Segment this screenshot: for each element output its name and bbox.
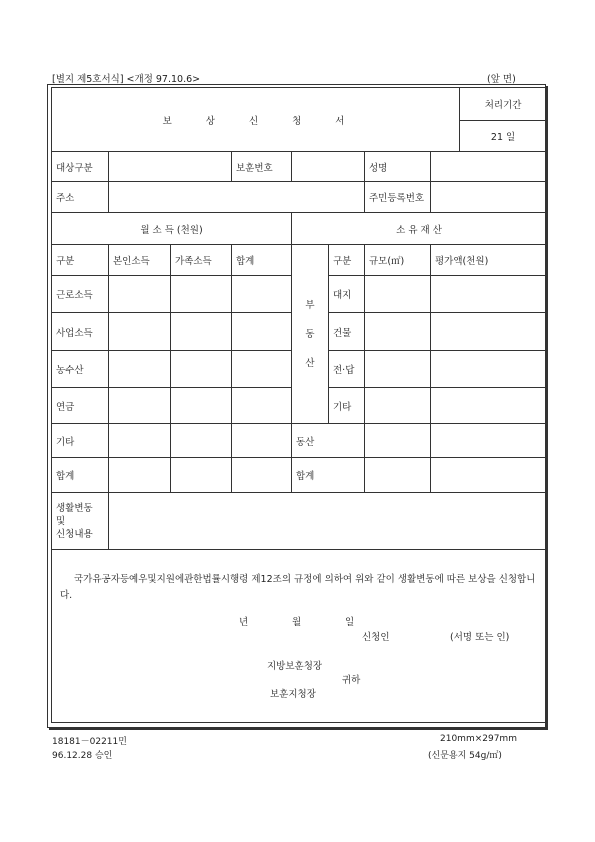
income-total-field[interactable] — [232, 388, 292, 424]
real-estate-row-label: 전·답 — [329, 351, 365, 388]
processing-period-value: 21 일 — [460, 121, 547, 152]
sign-label: (서명 또는 인) — [450, 632, 510, 643]
date-month: 월 — [292, 617, 302, 628]
processing-period-label: 처리기간 — [460, 88, 547, 121]
paper-type: (신문용지 54g/㎡) — [428, 751, 502, 761]
own-income-field[interactable] — [109, 424, 171, 458]
family-income-field[interactable] — [171, 424, 232, 458]
form-code: 18181－02211민 — [52, 737, 127, 747]
page-side-label: (앞 면) — [487, 74, 516, 85]
col-scale: 규모(㎡) — [365, 245, 431, 276]
own-income-field[interactable] — [109, 313, 171, 351]
life-change-content-field[interactable] — [109, 493, 547, 550]
real-estate-char: 동 — [305, 328, 315, 340]
target-type-label: 대상구분 — [52, 152, 109, 182]
family-income-field[interactable] — [171, 276, 232, 313]
income-row-label: 농수산 — [52, 351, 109, 388]
income-total-field[interactable] — [232, 313, 292, 351]
declaration-text: 국가유공자등예우및지원에관한법률시행령 제12조의 규정에 의하여 위와 같이 생활변동에 따른 보상을 신청합니다. — [60, 574, 536, 601]
movable-valuation-field[interactable] — [431, 424, 547, 458]
valuation-field[interactable] — [431, 388, 547, 424]
family-income-field[interactable] — [171, 351, 232, 388]
life-change-label-line: 및 — [56, 515, 66, 527]
scale-field[interactable] — [365, 276, 431, 313]
real-estate-label — [292, 245, 329, 424]
income-row-label: 근로소득 — [52, 276, 109, 313]
office-regional: 지방보훈청장 — [267, 661, 323, 672]
scale-field[interactable] — [365, 313, 431, 351]
declaration-section — [52, 550, 547, 723]
family-income-field[interactable] — [171, 388, 232, 424]
form-title: 보상신청서 — [52, 88, 460, 152]
resident-no-label: 주민등록번호 — [365, 182, 431, 213]
target-type-field[interactable] — [109, 152, 232, 182]
monthly-income-header: 월 소 득 (천원) — [52, 213, 292, 245]
valuation-field[interactable] — [431, 313, 547, 351]
col-total: 합계 — [232, 245, 292, 276]
property-total-scale-field[interactable] — [365, 458, 431, 493]
life-change-label-line: 생활변동 — [56, 502, 93, 514]
paper-size: 210mm×297mm — [440, 734, 517, 744]
family-income-field[interactable] — [171, 313, 232, 351]
income-total-field[interactable] — [232, 424, 292, 458]
real-estate-row-label: 기타 — [329, 388, 365, 424]
date-year: 년 — [239, 617, 249, 628]
protection-no-field[interactable] — [292, 152, 365, 182]
real-estate-char: 산 — [305, 357, 315, 369]
applicant-label: 신청인 — [362, 632, 390, 643]
property-total-label: 합계 — [292, 458, 365, 493]
income-total-field[interactable] — [232, 276, 292, 313]
income-row-label: 사업소득 — [52, 313, 109, 351]
resident-no-field[interactable] — [431, 182, 547, 213]
addressee-label: 귀하 — [342, 675, 361, 686]
col-category2: 구분 — [329, 245, 365, 276]
real-estate-row-label: 건물 — [329, 313, 365, 351]
scale-field[interactable] — [365, 351, 431, 388]
life-change-label — [52, 493, 109, 550]
valuation-field[interactable] — [431, 276, 547, 313]
family-income-field[interactable] — [171, 458, 232, 493]
income-row-label: 연금 — [52, 388, 109, 424]
col-valuation: 평가액(천원) — [431, 245, 547, 276]
own-income-field[interactable] — [109, 458, 171, 493]
address-field[interactable] — [109, 182, 365, 213]
col-family-income: 가족소득 — [171, 245, 232, 276]
own-income-field[interactable] — [109, 388, 171, 424]
address-label: 주소 — [52, 182, 109, 213]
movable-scale-field[interactable] — [365, 424, 431, 458]
name-field[interactable] — [431, 152, 547, 182]
own-income-field[interactable] — [109, 351, 171, 388]
approval-date: 96.12.28 승인 — [52, 751, 113, 761]
own-income-field[interactable] — [109, 276, 171, 313]
income-total-field[interactable] — [232, 458, 292, 493]
date-day: 일 — [345, 617, 355, 628]
property-total-valuation-field[interactable] — [431, 458, 547, 493]
income-total-field[interactable] — [232, 351, 292, 388]
real-estate-row-label: 대지 — [329, 276, 365, 313]
name-label: 성명 — [365, 152, 431, 182]
income-row-label: 기타 — [52, 424, 109, 458]
application-form-table — [51, 87, 547, 723]
valuation-field[interactable] — [431, 351, 547, 388]
movable-label: 동산 — [292, 424, 365, 458]
protection-no-label: 보훈번호 — [232, 152, 292, 182]
life-change-label-line: 신청내용 — [56, 528, 93, 540]
scale-field[interactable] — [365, 388, 431, 424]
form-reference: [별지 제5호서식] <개정 97.10.6> — [52, 74, 201, 85]
income-row-label: 합계 — [52, 458, 109, 493]
property-header: 소 유 재 산 — [292, 213, 547, 245]
office-branch: 보훈지청장 — [270, 689, 316, 700]
real-estate-char: 부 — [305, 299, 315, 311]
col-category: 구분 — [52, 245, 109, 276]
col-own-income: 본인소득 — [109, 245, 171, 276]
